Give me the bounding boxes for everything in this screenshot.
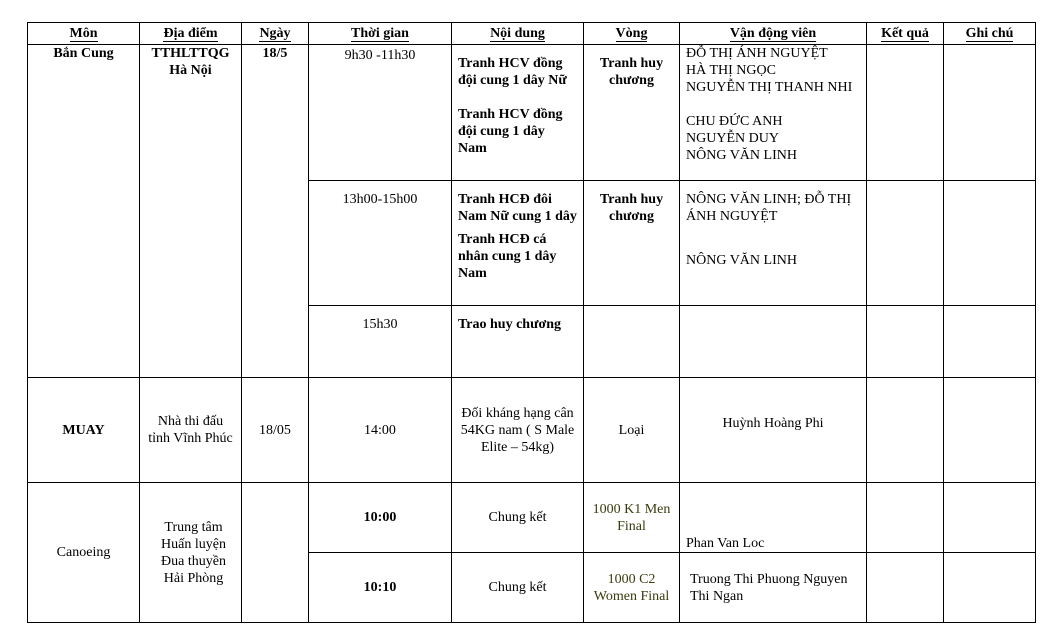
content-cell: Trao huy chương [452, 306, 584, 378]
time-cell: 10:00 [309, 483, 452, 553]
round-cell: Loại [584, 378, 680, 483]
result-cell [867, 45, 944, 181]
table-row [28, 45, 1036, 181]
note-cell [944, 306, 1036, 378]
athletes-cell: ĐỖ THỊ ÁNH NGUYỆT HÀ THỊ NGỌC NGUYỄN THỊ THANH NHI CHU ĐỨC ANH NGUYỄN DUY NÔNG VĂN LINH [680, 45, 867, 181]
note-cell [944, 553, 1036, 623]
athletes-cell: Truong Thi Phuong Nguyen Thi Ngan [680, 553, 867, 623]
time-cell: 13h00-15h00 [309, 181, 452, 306]
result-cell [867, 181, 944, 306]
note-cell [944, 181, 1036, 306]
venue-cell: Trung tâm Huấn luyện Đua thuyền Hải Phòng [140, 483, 242, 623]
header-vong: Vòng [584, 23, 680, 45]
athlete-name: Phan Van Loc [686, 536, 765, 551]
round-cell: 1000 K1 Men Final [584, 483, 680, 553]
header-noi-dung: Nội dung [452, 23, 584, 45]
note-cell [944, 45, 1036, 181]
header-van-dong-vien: Vận động viên [680, 23, 867, 45]
athletes-cell: NÔNG VĂN LINH; ĐỖ THỊ ÁNH NGUYỆT NÔNG VĂN LINH [680, 181, 867, 306]
round-cell: Tranh huy chương [584, 45, 680, 181]
result-cell [867, 483, 944, 553]
time-cell: 10:10 [309, 553, 452, 623]
date-cell: 18/5 [242, 45, 309, 378]
header-ngay: Ngày [242, 23, 309, 45]
content-cell: Tranh HCV đồng đội cung 1 dây Nữ Tranh HCV đồng đội cung 1 dây Nam [452, 45, 584, 181]
venue-cell: TTHLTTQG Hà Nội [140, 45, 242, 378]
sport-cell: Bắn Cung [28, 45, 140, 378]
table-row [28, 378, 1036, 483]
content-cell: Tranh HCĐ đôi Nam Nữ cung 1 dây Tranh HCĐ cá nhân cung 1 dây Nam [452, 181, 584, 306]
schedule-table [27, 22, 1036, 623]
date-cell [242, 483, 309, 623]
athletes-cell: Huỳnh Hoàng Phi [680, 378, 867, 483]
time-cell: 15h30 [309, 306, 452, 378]
result-cell [867, 306, 944, 378]
round-cell: Tranh huy chương [584, 181, 680, 306]
sport-cell: Canoeing [28, 483, 140, 623]
round-cell: 1000 C2 Women Final [584, 553, 680, 623]
content-cell: Chung kết [452, 483, 584, 553]
header-mon: Môn [28, 23, 140, 45]
athletes-cell [680, 483, 867, 553]
header-dia-diem: Địa điểm [140, 23, 242, 45]
header-ghi-chu: Ghi chú [944, 23, 1036, 45]
result-cell [867, 378, 944, 483]
sport-cell: MUAY [28, 378, 140, 483]
round-cell [584, 306, 680, 378]
athletes-cell [680, 306, 867, 378]
time-cell: 9h30 -11h30 [309, 45, 452, 181]
content-cell: Chung kết [452, 553, 584, 623]
table-row [28, 483, 1036, 553]
header-ket-qua: Kết quả [867, 23, 944, 45]
note-cell [944, 378, 1036, 483]
date-cell: 18/05 [242, 378, 309, 483]
venue-cell: Nhà thi đấu tỉnh Vĩnh Phúc [140, 378, 242, 483]
content-cell: Đối kháng hạng cân 54KG nam ( S Male Elite – 54kg) [452, 378, 584, 483]
header-thoi-gian: Thời gian [309, 23, 452, 45]
note-cell [944, 483, 1036, 553]
time-cell: 14:00 [309, 378, 452, 483]
header-row [28, 23, 1036, 45]
result-cell [867, 553, 944, 623]
